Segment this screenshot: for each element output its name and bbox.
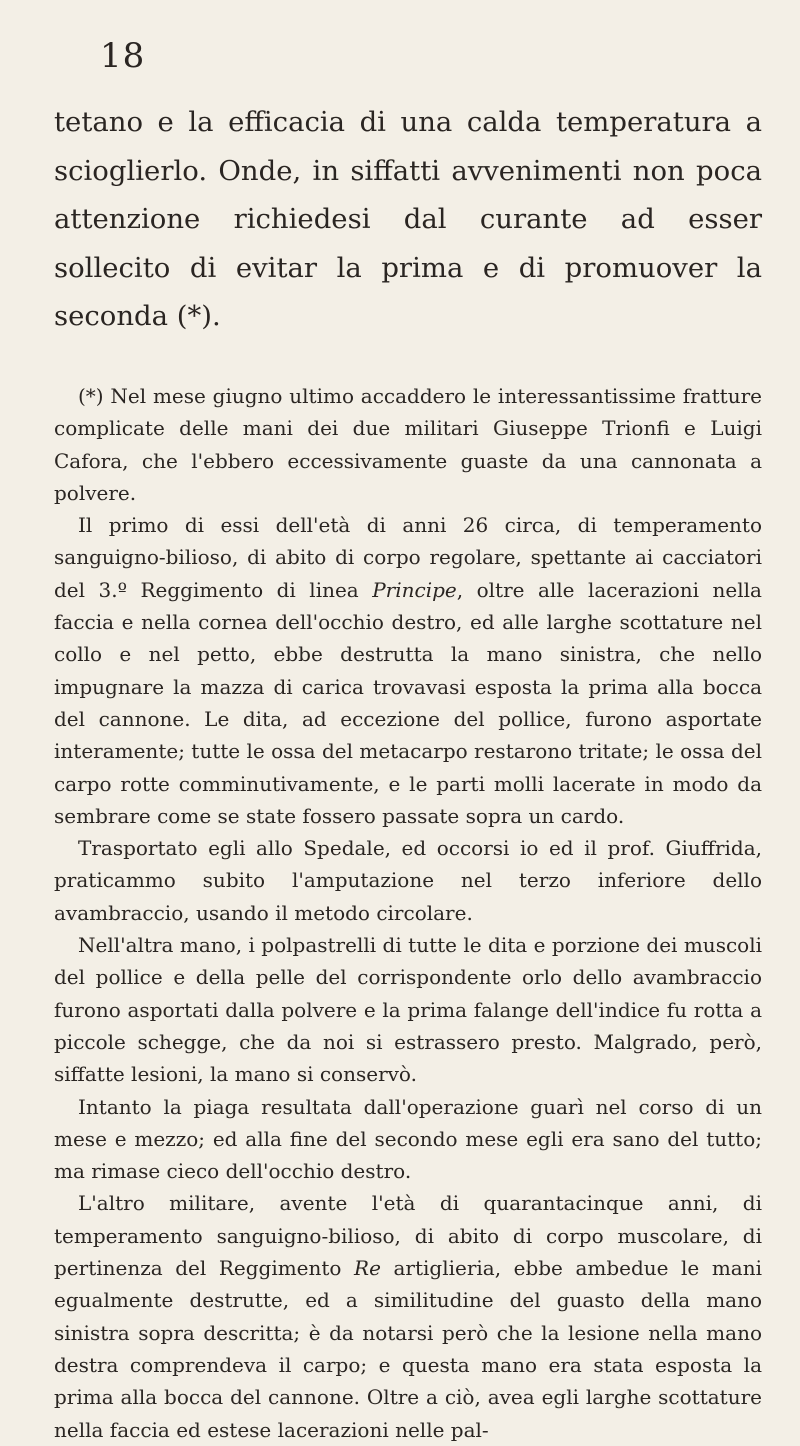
footnote-paragraph-5: Intanto la piaga resultata dall'operazione guarì nel corso di un mese e mezzo; ed alla fine del secondo mese egli era sano del tutto; ma rimase cieco dell'occhio destro.	[54, 1094, 762, 1184]
main-paragraph: tetano e la efficacia di una calda temperatura a scioglierlo. Onde, in siffatti avvenimenti non poca attenzione richiedesi dal curante ad esser sollecito di evitar la prima e di promuover la seconda (*).	[54, 106, 762, 332]
footnote-paragraph-2	[54, 509, 762, 832]
footnote-p6-text-b: artiglieria, ebbe ambedue le mani egualmente destrutte, ed a similitudine del guasto della mano sinistra sopra descritta; è da notarsi però che la lesione nella mano destra comprendeva il carpo; e questa mano era stata esposta la prima alla bocca del cannone. Oltre a ciò, avea egli larghe scottature nella faccia ed estese lacerazioni nelle pal-	[54, 1256, 762, 1442]
footnote-paragraph-4: Nell'altra mano, i polpastrelli di tutte le dita e porzione dei muscoli del pollice e della pelle del corrispondente orlo dello avambraccio furono asportati dalla polvere e la prima falange dell'indice fu rotta a piccole schegge, che da noi si estrassero presto. Malgrado, però, siffatte lesioni, la mano si conservò.	[54, 933, 762, 1087]
footnote-paragraph-1: (*) Nel mese giugno ultimo accaddero le interessantissime fratture complicate delle mani dei due militari Giuseppe Trionfi e Luigi Cafora, che l'ebbero eccessivamente guaste da una cannonata a polvere.	[54, 384, 762, 505]
main-text-block	[54, 98, 762, 341]
footnote-p2-text-b: , oltre alle lacerazioni nella faccia e nella cornea dell'occhio destro, ed alle larghe scottature nel collo e nel petto, ebbe destrutta la mano sinistra, che nello impugnare la mazza di carica trovavasi esposta la prima alla bocca del cannone. Le dita, ad eccezione del pollice, furono asportate interamente; tutte le ossa del metacarpo restarono tritate; le ossa del carpo rotte comminutivamente, e le parti molli lacerate in modo da sembrare come se state fossero passate sopra un cardo.	[54, 577, 762, 828]
footnote-p6-text-a: L'altro militare, avente l'età di quarantacinque anni, di temperamento sanguigno-bilioso, di abito di corpo muscolare, di pertinenza del Reggimento	[54, 1191, 762, 1281]
footnote-paragraph-3: Trasportato egli allo Spedale, ed occorsi io ed il prof. Giuffrida, praticammo subito l'amputazione nel terzo inferiore dello avambraccio, usando il metodo circolare.	[54, 836, 762, 925]
footnote-block	[54, 380, 762, 1446]
page-number: 18	[100, 36, 146, 76]
footnote-p2-text-a: Il primo di essi dell'età di anni 26 circa, di temperamento sanguigno-bilioso, di abito di corpo regolare, spettante ai cacciatori del 3.º Reggimento di linea	[54, 513, 762, 602]
footnote-p2-italic: Principe	[372, 577, 457, 602]
footnote-paragraph-6	[54, 1187, 762, 1445]
footnote-p6-italic: Re	[354, 1256, 381, 1281]
